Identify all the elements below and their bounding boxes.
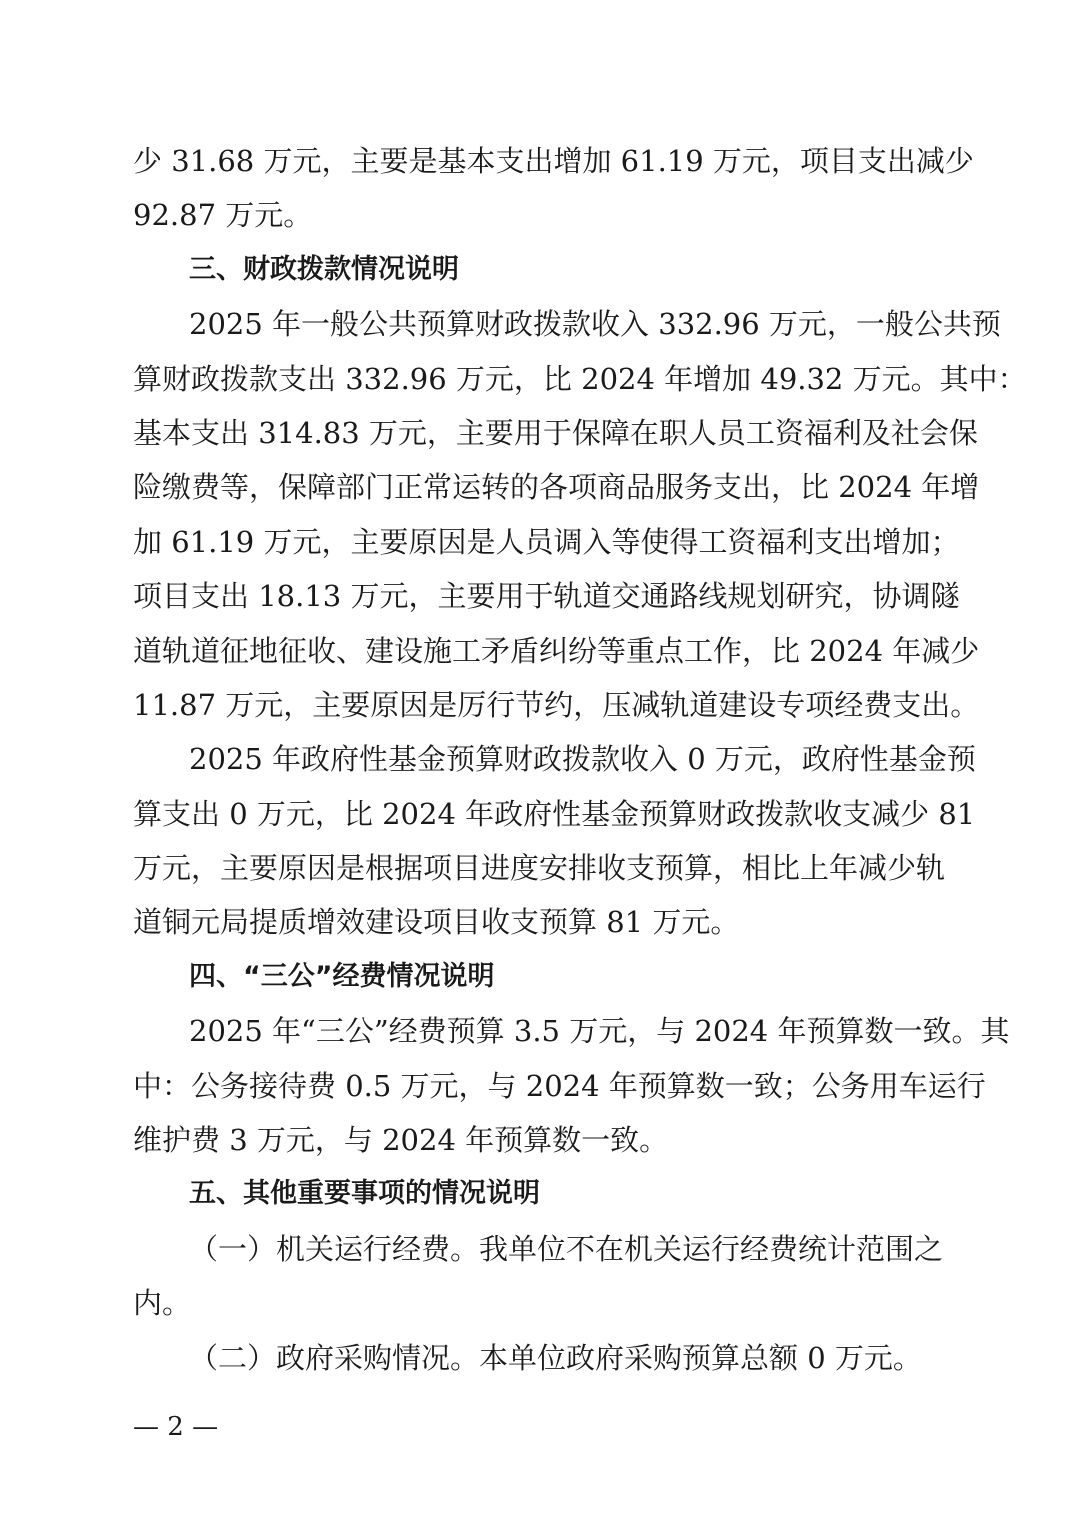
section-heading-three-public-expenses: 四、“三公”经费情况说明	[189, 960, 495, 992]
text-line: 维护费 3 万元，与 2024 年预算数一致。	[133, 1123, 669, 1158]
text-line: 算支出 0 万元，比 2024 年政府性基金预算财政拨款收支减少 81	[133, 796, 976, 831]
paragraph-government-fund	[133, 732, 976, 950]
text-line: 道轨道征地征收、建设施工矛盾纠纷等重点工作，比 2024 年减少	[133, 633, 980, 668]
text-line: 2025 年政府性基金预算财政拨款收入 0 万元，政府性基金预	[189, 742, 976, 777]
text-line: 92.87 万元。	[133, 198, 313, 233]
text-line: 中：公务接待费 0.5 万元，与 2024 年预算数一致；公务用车运行	[133, 1068, 986, 1103]
text-line: 险缴费等，保障部门正常运转的各项商品服务支出，比 2024 年增	[133, 470, 980, 505]
text-line: （二）政府采购情况。本单位政府采购预算总额 0 万元。	[189, 1340, 922, 1375]
text-line: 项目支出 18.13 万元，主要用于轨道交通路线规划研究，协调隧	[133, 579, 960, 614]
text-line: 少 31.68 万元，主要是基本支出增加 61.19 万元，项目支出减少	[133, 144, 974, 178]
page-number: — 2 —	[133, 1412, 219, 1442]
section-heading-fiscal-appropriation: 三、财政拨款情况说明	[189, 253, 459, 285]
text-line: 2025 年一般公共预算财政拨款收入 332.96 万元，一般公共预	[189, 307, 1001, 342]
text-line: （一）机关运行经费。我单位不在机关运行经费统计范围之	[189, 1231, 944, 1266]
text-line: 11.87 万元，主要原因是厉行节约，压减轨道建设专项经费支出。	[133, 687, 980, 722]
text-line: 算财政拨款支出 332.96 万元，比 2024 年增加 49.32 万元。其中：	[133, 361, 1027, 396]
section-heading-other-matters: 五、其他重要事项的情况说明	[189, 1178, 540, 1210]
paragraph-operating-expenses	[133, 1222, 943, 1331]
text-line: 2025 年“三公”经费预算 3.5 万元，与 2024 年预算数一致。其	[189, 1014, 1010, 1049]
text-line: 内。	[133, 1286, 192, 1321]
document-body	[133, 134, 1027, 1385]
text-line: 加 61.19 万元，主要原因是人员调入等使得工资福利支出增加；	[133, 524, 960, 559]
text-line: 基本支出 314.83 万元，主要用于保障在职人员工资福利及社会保	[133, 415, 978, 450]
text-line: 道铜元局提质增效建设项目收支预算 81 万元。	[133, 905, 740, 940]
paragraph-general-budget	[133, 297, 1027, 732]
paragraph-government-procurement	[133, 1331, 943, 1385]
paragraph-continued	[133, 134, 974, 243]
paragraph-three-public-expenses	[133, 1004, 1010, 1167]
text-line: 万元，主要原因是根据项目进度安排收支预算，相比上年减少轨	[133, 851, 946, 886]
